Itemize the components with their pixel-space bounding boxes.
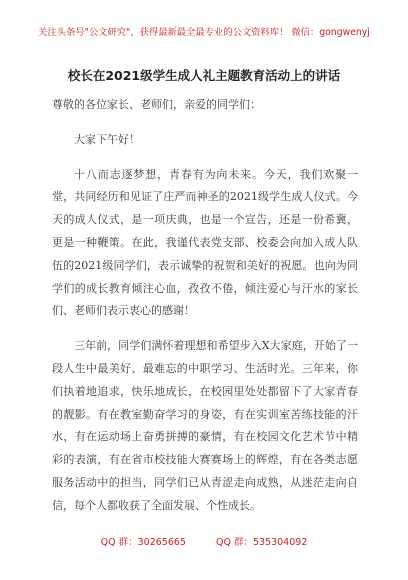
document-body <box>52 94 358 530</box>
greeting: 大家下午好！ <box>74 132 140 146</box>
footer-qq-group-1: QQ 群：30265665 <box>100 537 186 548</box>
paragraph-2: 三年前，同学们满怀着理想和希望步入X大家庭，开始了一段人生中最美好、最难忘的中职学习、生活时光。三年来，你们执着地追求，快乐地成长，在校园里处处都留下了大家青春的靓影。有在教室勤奋学习的身姿，有在实训室苦练技能的汗水，有在运动场上奋勇拼搏的豪情，有在校园文化艺术节中精彩的表演，有在省市校技能大赛赛场上的辉煌，有在各类志愿服务活动中的担当，同学们已从青涩走向成熟，从迷茫走向自信，每个人都收获了全面发展、个性成长。 <box>52 339 358 512</box>
header-banner: 关注头条号"公文研究"，获得最新最全最专业的公文资料库！ 微信：gongwenyj <box>38 27 370 38</box>
salutation: 尊敬的各位家长、老师们，亲爱的同学们： <box>52 98 261 111</box>
paragraph-1: 十八而志逐梦想，青春有为向未来。今天，我们欢聚一堂，共同经历和见证了庄严而神圣的2021级学生成人仪式。今天的成人仪式，是一项庆典，也是一个宣告，还是一份希冀，更是一种鞭策。在此，我谨代表党支部、校委会向加入成人队伍的2021级同学们，表示诚挚的祝贺和美好的祝愿。也向为同学们的成长教育倾注心血，孜孜不倦，倾注爱心与汗水的家长们、老师们表示衷心的感谢！ <box>52 167 358 318</box>
document-title: 校长在2021级学生成人礼主题教育活动上的讲话 <box>67 68 341 83</box>
footer <box>0 534 408 548</box>
footer-qq-group-2: QQ 群：535304092 <box>215 537 308 548</box>
